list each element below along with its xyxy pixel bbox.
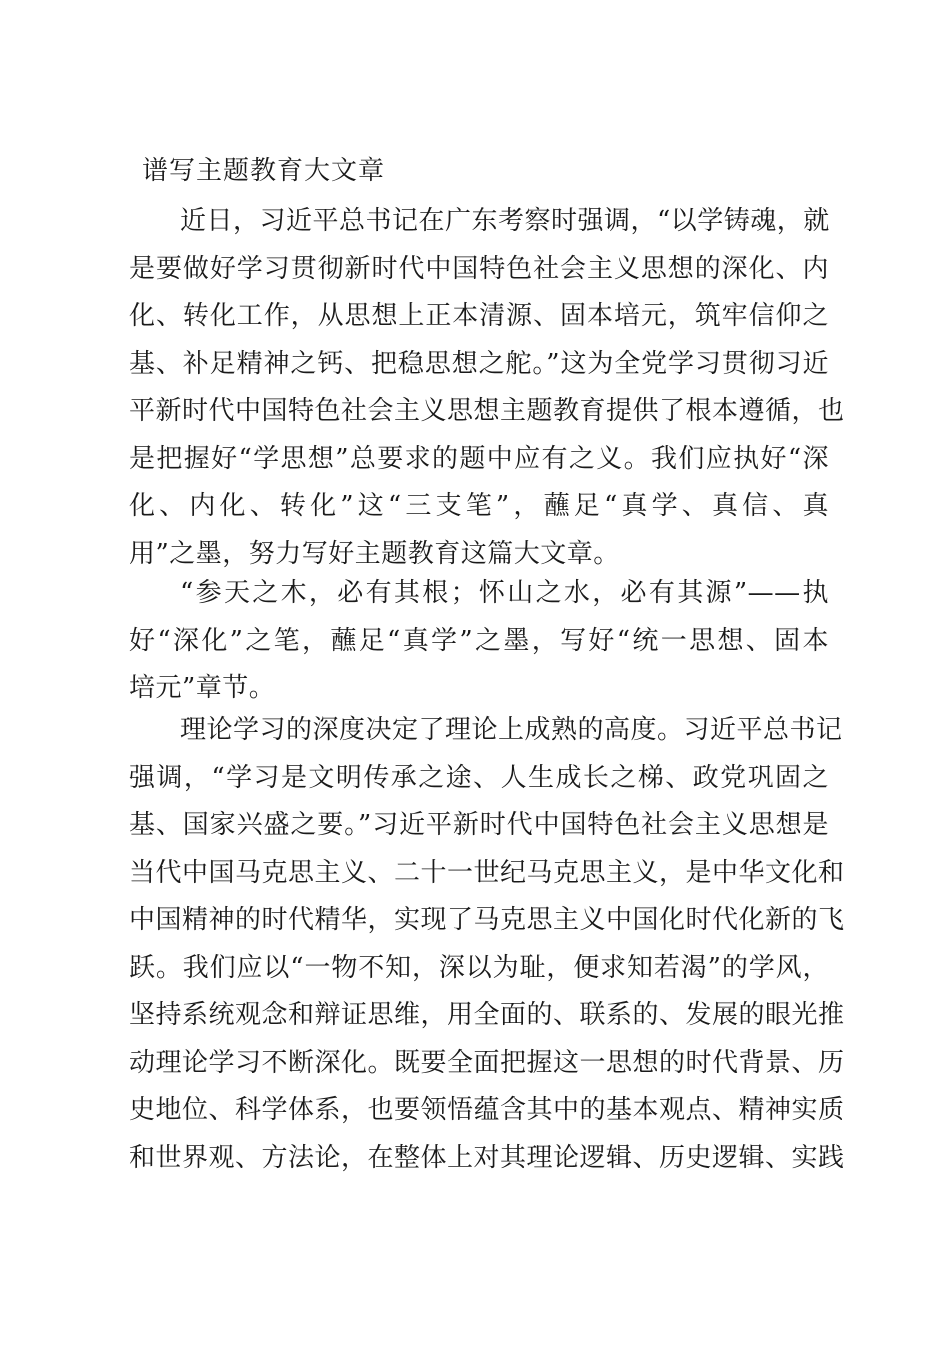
paragraph-line: 基、国家兴盛之要。”习近平新时代中国特色社会主义思想是 xyxy=(129,810,829,840)
paragraph-line: 基、补足精神之钙、把稳思想之舵。”这为全党学习贯彻习近 xyxy=(129,348,829,379)
paragraph-line: 强调，“学习是文明传承之途、人生成长之梯、政党巩固之 xyxy=(129,762,829,793)
paragraph-3 xyxy=(129,707,845,1182)
paragraph-line: 是把握好“学思想”总要求的题中应有之义。我们应执好“深 xyxy=(129,443,829,474)
paragraph-line: 培元”章节。 xyxy=(129,673,276,703)
paragraph-line: 史地位、科学体系，也要领悟蕴含其中的基本观点、精神实质 xyxy=(129,1095,845,1125)
paragraph-line: 化、内化、转化”这“三支笔”，蘸足“真学、真信、真 xyxy=(129,491,829,521)
paragraph-line: 好“深化”之笔，蘸足“真学”之墨，写好“统一思想、固本 xyxy=(129,625,829,656)
paragraph-line: 平新时代中国特色社会主义思想主题教育提供了根本遵循，也 xyxy=(129,396,845,426)
paragraph-line: 当代中国马克思主义、二十一世纪马克思主义，是中华文化和 xyxy=(129,857,845,888)
paragraph-line: 中国精神的时代精华，实现了马克思主义中国化时代化新的飞 xyxy=(129,905,845,935)
paragraph-1 xyxy=(129,198,845,578)
paragraph-line: 坚持系统观念和辩证思维，用全面的、联系的、发展的眼光推 xyxy=(129,1000,845,1030)
paragraph-line: “参天之木，必有其根；怀山之水，必有其源”——执 xyxy=(180,578,829,608)
paragraph-line: 理论学习的深度决定了理论上成熟的高度。习近平总书记 xyxy=(180,715,843,745)
document-title: 谱写主题教育大文章 xyxy=(142,156,386,186)
paragraph-line: 化、转化工作，从思想上正本清源、固本培元，筑牢信仰之 xyxy=(129,301,829,331)
paragraph-line: 动理论学习不断深化。既要全面把握这一思想的时代背景、历 xyxy=(129,1047,845,1078)
paragraph-line: 是要做好学习贯彻新时代中国特色社会主义思想的深化、内 xyxy=(129,253,829,284)
paragraph-line: 跃。我们应以“一物不知，深以为耻，便求知若渴”的学风， xyxy=(129,952,829,983)
paragraph-line: 用”之墨，努力写好主题教育这篇大文章。 xyxy=(129,538,620,569)
paragraph-line: 和世界观、方法论，在整体上对其理论逻辑、历史逻辑、实践 xyxy=(129,1142,845,1173)
paragraph-2 xyxy=(129,570,829,713)
paragraph-line: 近日，习近平总书记在广东考察时强调，“以学铸魂，就 xyxy=(180,206,830,236)
